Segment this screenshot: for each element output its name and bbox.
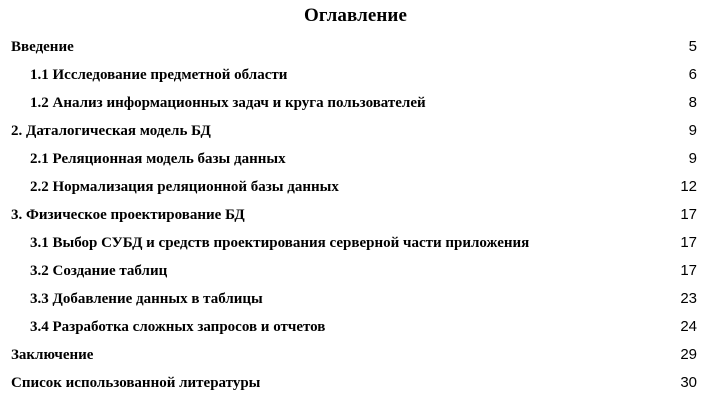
toc-entry-3-2 <box>0 257 711 285</box>
toc-entry-page-number: 17 <box>680 234 697 251</box>
toc-entry-page-number: 8 <box>688 94 697 111</box>
toc-entry-page-number: 23 <box>680 290 697 307</box>
toc-entry-page-number: 17 <box>680 262 697 279</box>
toc-entry-page-number: 9 <box>688 150 697 167</box>
toc-entry-page-number: 12 <box>680 178 697 195</box>
toc-entry-title: Заключение <box>11 347 94 363</box>
toc-entry-2 <box>0 117 711 145</box>
toc-entry-list <box>0 33 711 397</box>
toc-entry-title: 3.3 Добавление данных в таблицы <box>30 291 263 307</box>
toc-entry-title: 3.4 Разработка сложных запросов и отчетов <box>30 319 326 335</box>
toc-entry-title: 2. Даталогическая модель БД <box>11 123 211 139</box>
toc-entry-1-1 <box>0 61 711 89</box>
toc-entry-page-number: 5 <box>688 38 697 55</box>
toc-entry-conclusion <box>0 341 711 369</box>
toc-entry-3-4 <box>0 313 711 341</box>
toc-entry-title: 3. Физическое проектирование БД <box>11 207 245 223</box>
toc-entry-title: 3.1 Выбор СУБД и средств проектирования серверной части приложения <box>30 235 530 251</box>
toc-entry-page-number: 29 <box>680 346 697 363</box>
toc-entry-page-number: 9 <box>688 122 697 139</box>
toc-entry-1-2 <box>0 89 711 117</box>
toc-entry-2-2 <box>0 173 711 201</box>
toc-heading: Оглавление <box>303 5 408 26</box>
toc-entry-3-3 <box>0 285 711 313</box>
toc-entry-title: 2.2 Нормализация реляционной базы данных <box>30 179 339 195</box>
toc-entry-bibliography <box>0 369 711 397</box>
toc-entry-page-number: 24 <box>680 318 697 335</box>
toc-entry-title: 3.2 Создание таблиц <box>30 263 168 279</box>
toc-entry-page-number: 30 <box>680 374 697 391</box>
toc-entry-title: 1.2 Анализ информационных задач и круга пользователей <box>30 95 426 111</box>
toc-entry-introduction <box>0 33 711 61</box>
toc-entry-title: Введение <box>11 39 74 55</box>
toc-entry-page-number: 17 <box>680 206 697 223</box>
toc-entry-2-1 <box>0 145 711 173</box>
toc-entry-3 <box>0 201 711 229</box>
toc-entry-page-number: 6 <box>688 66 697 83</box>
toc-entry-3-1 <box>0 229 711 257</box>
toc-entry-title: 2.1 Реляционная модель базы данных <box>30 151 286 167</box>
toc-entry-title: 1.1 Исследование предметной области <box>30 67 288 83</box>
toc-entry-title: Список использованной литературы <box>11 375 261 391</box>
